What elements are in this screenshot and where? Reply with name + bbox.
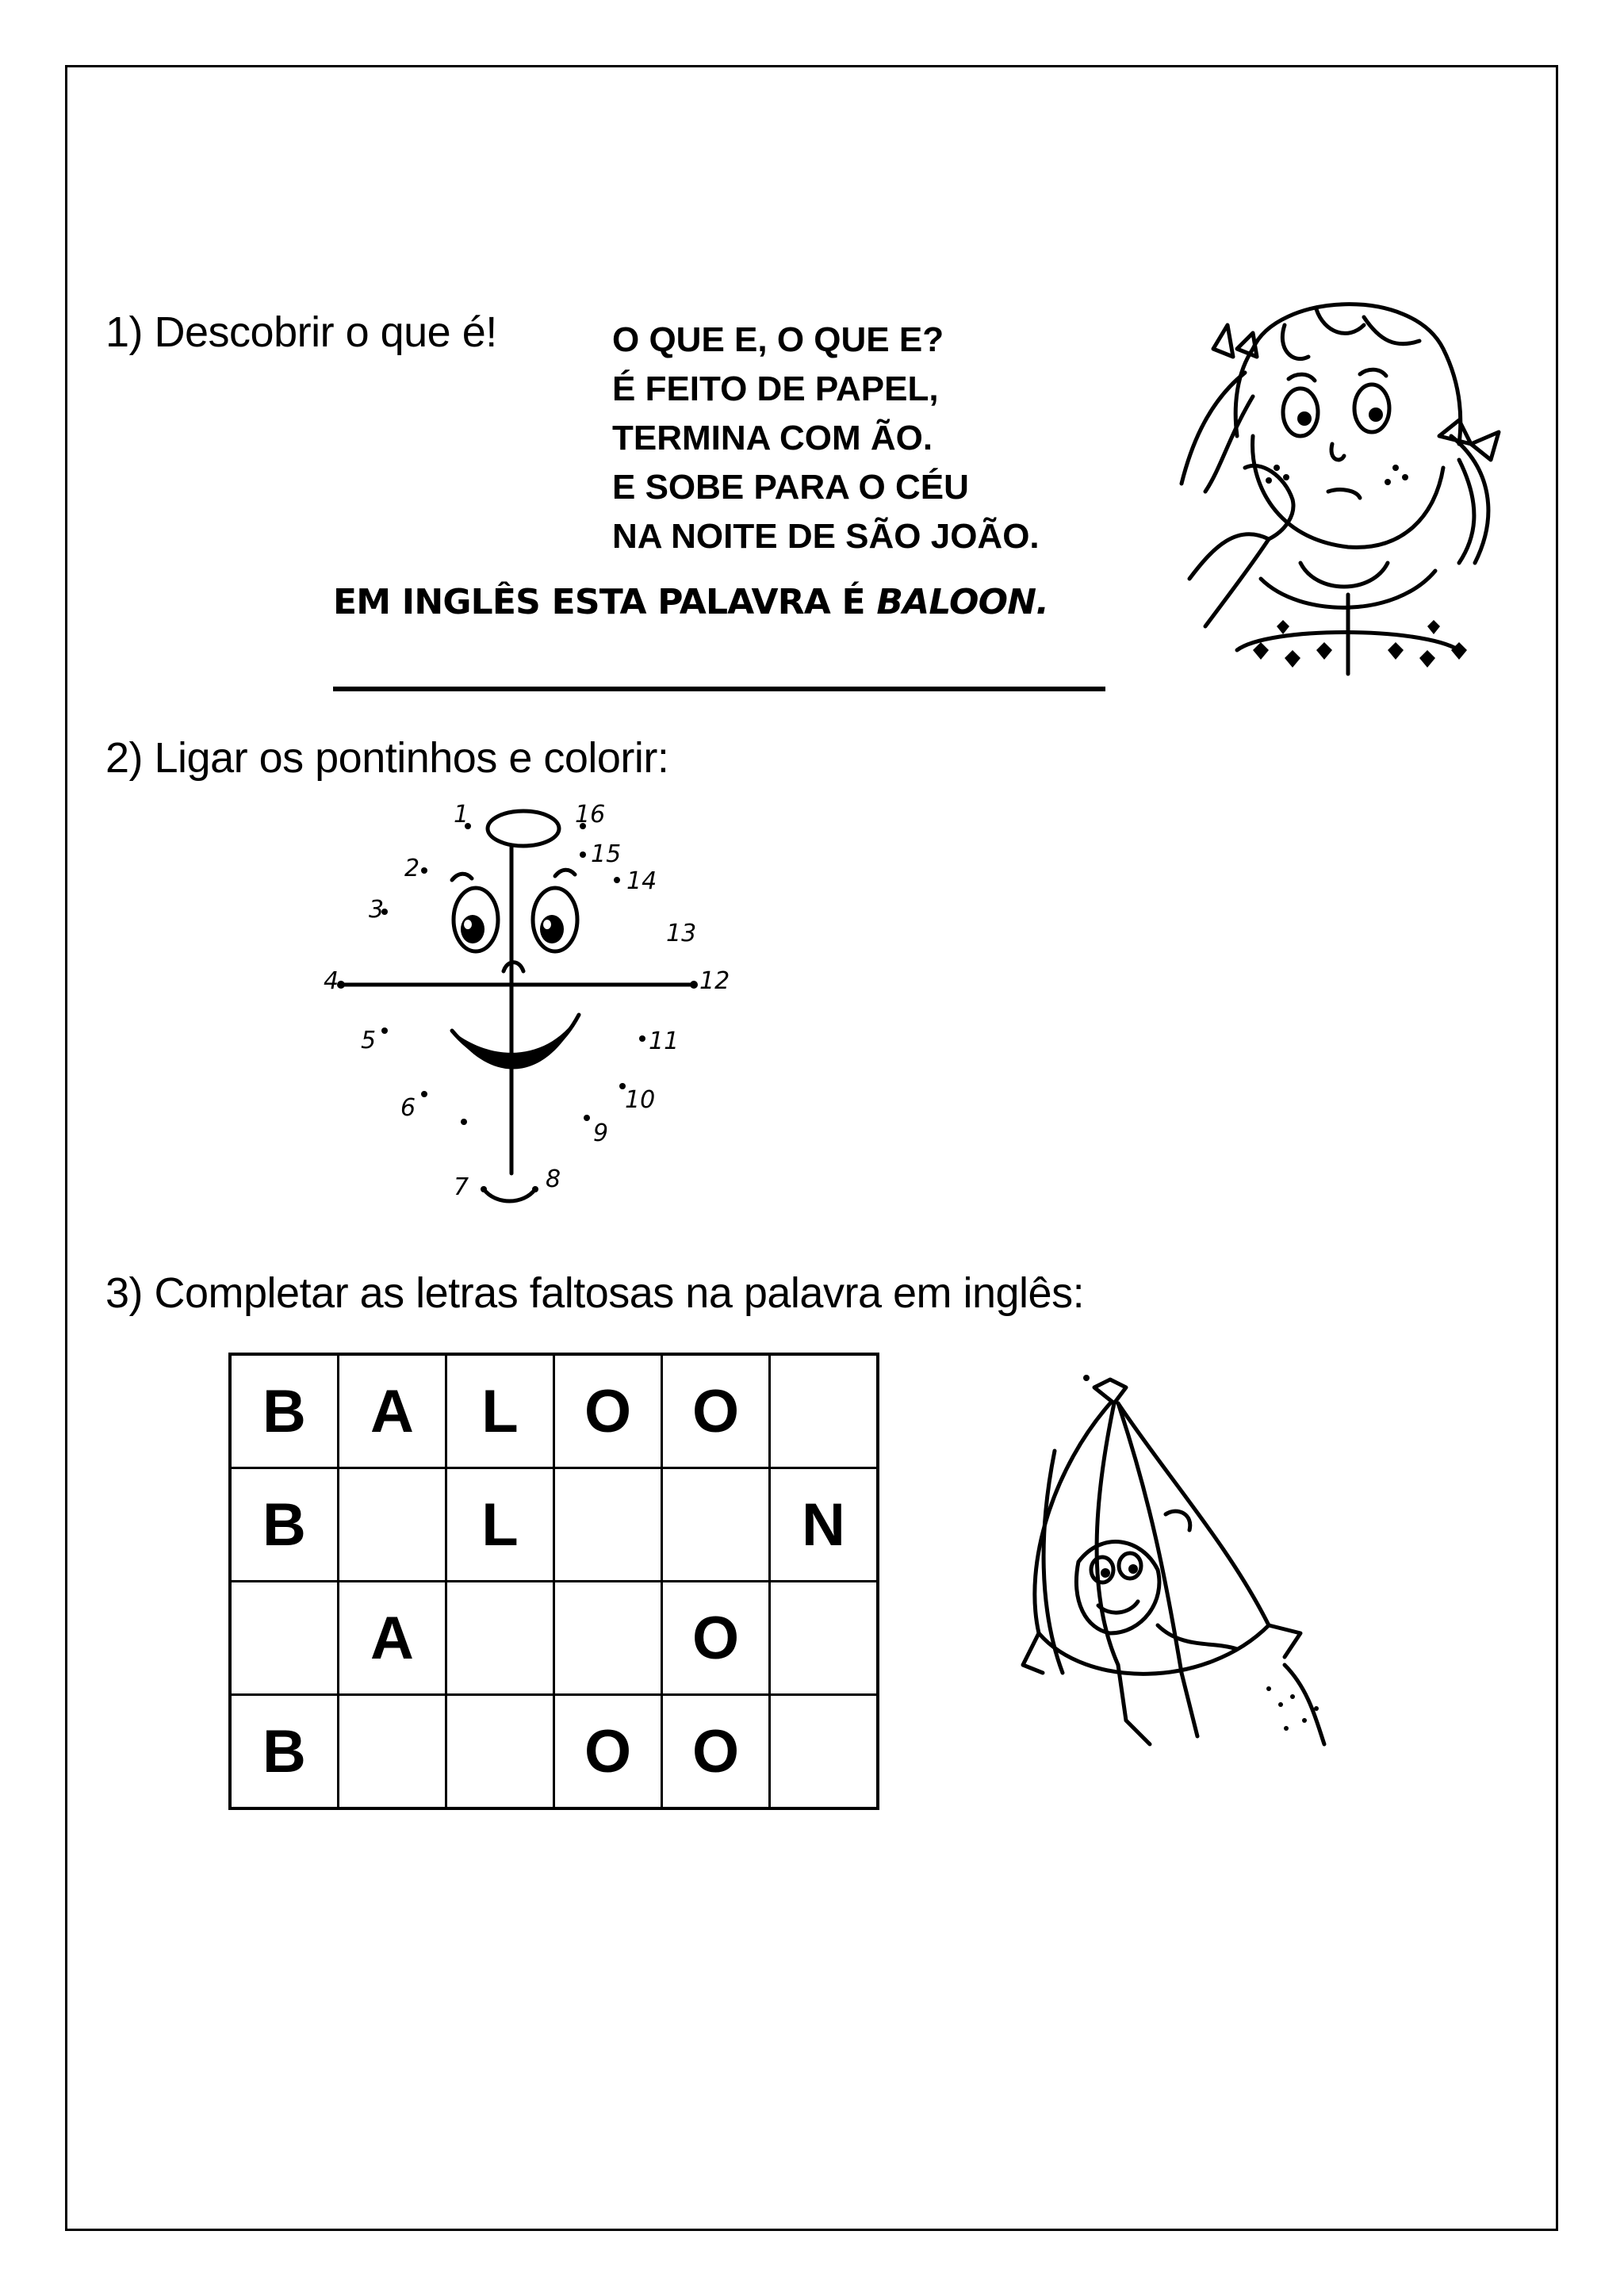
dot-number: 8 (546, 1165, 561, 1193)
grid-row (230, 1582, 878, 1695)
grid-cell: O (554, 1354, 662, 1468)
dot-to-dot-puzzle[interactable] (317, 793, 761, 1221)
grid-cell-blank[interactable] (446, 1582, 554, 1695)
grid-cell: O (662, 1695, 770, 1809)
dot-number: 13 (666, 920, 697, 947)
grid-cell: A (339, 1354, 446, 1468)
q3-heading: 3) Completar as letras faltosas na palavra em inglês: (105, 1269, 1085, 1317)
grid-cell: B (230, 1354, 339, 1468)
grid-cell-blank[interactable] (770, 1582, 879, 1695)
grid-cell-blank[interactable] (339, 1695, 446, 1809)
thinking-girl-illustration (1158, 277, 1530, 682)
grid-cell-blank[interactable] (446, 1695, 554, 1809)
grid-cell: B (230, 1695, 339, 1809)
english-note-prefix: EM INGLÊS ESTA PALAVRA É (333, 582, 877, 622)
dot-number: 16 (575, 801, 606, 828)
dot-to-dot-drawing (317, 793, 761, 1221)
grid-row (230, 1354, 878, 1468)
dot-number: 7 (454, 1173, 469, 1201)
q1-heading: 1) Descobrir o que é! (105, 308, 497, 356)
english-word: BALOON. (876, 582, 1049, 622)
riddle-line: E SOBE PARA O CÉU (612, 468, 969, 507)
grid-cell: A (339, 1582, 446, 1695)
grid-cell: O (662, 1354, 770, 1468)
dot-number: 2 (404, 855, 420, 882)
grid-cell-blank[interactable] (770, 1354, 879, 1468)
riddle-line: NA NOITE DE SÃO JOÃO. (612, 517, 1040, 556)
grid-row (230, 1468, 878, 1582)
dot-number: 4 (324, 967, 339, 995)
dot-number: 12 (699, 967, 730, 995)
grid-cell-blank[interactable] (662, 1468, 770, 1582)
grid-cell: L (446, 1468, 554, 1582)
riddle-block (612, 316, 1040, 561)
q2-heading: 2) Ligar os pontinhos e colorir: (105, 734, 669, 782)
dot-number: 5 (361, 1027, 377, 1054)
answer-line[interactable] (333, 687, 1105, 691)
grid-cell: N (770, 1468, 879, 1582)
grid-cell-blank[interactable] (554, 1582, 662, 1695)
grid-cell: O (554, 1695, 662, 1809)
dot-number: 6 (400, 1094, 416, 1122)
letter-grid (228, 1353, 879, 1810)
english-note (333, 582, 1048, 622)
dot-number: 15 (591, 840, 622, 868)
grid-row (230, 1695, 878, 1809)
grid-cell-blank[interactable] (230, 1582, 339, 1695)
dot-number: 1 (454, 801, 469, 828)
grid-cell: O (662, 1582, 770, 1695)
grid-cell: L (446, 1354, 554, 1468)
grid-cell-blank[interactable] (554, 1468, 662, 1582)
riddle-line: O QUE E, O QUE E? (612, 320, 944, 359)
grid-cell: B (230, 1468, 339, 1582)
riddle-line: TERMINA COM ÃO. (612, 419, 933, 457)
grid-cell-blank[interactable] (770, 1695, 879, 1809)
dot-number: 3 (369, 896, 385, 924)
dot-number: 14 (626, 867, 657, 895)
riddle-line: É FEITO DE PAPEL, (612, 369, 939, 408)
grid-cell-blank[interactable] (339, 1468, 446, 1582)
balloon-character-illustration (1007, 1372, 1356, 1831)
dot-number: 11 (649, 1027, 680, 1055)
dot-number: 9 (593, 1119, 609, 1147)
dot-number: 10 (625, 1086, 656, 1114)
